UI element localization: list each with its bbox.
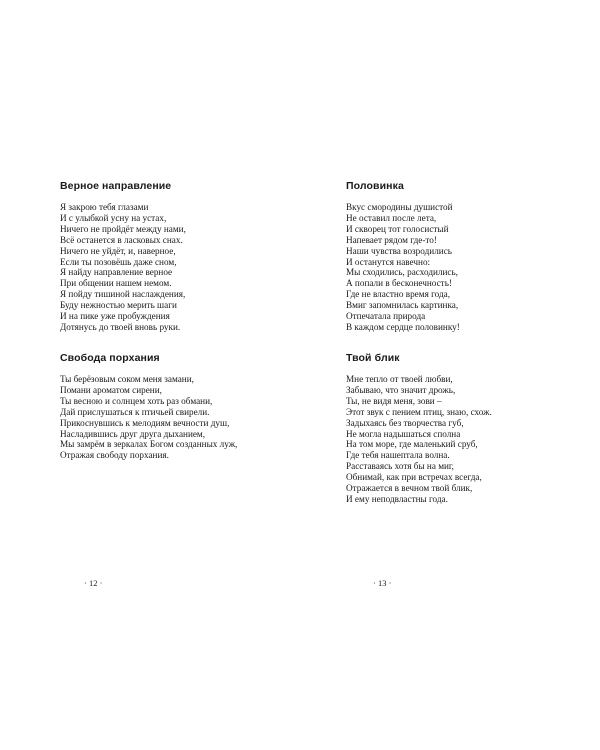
poem-line: И останутся навечно: <box>346 256 431 267</box>
poem-line: И на пике уже пробуждения <box>60 311 170 322</box>
poem-line: Ничего не пройдёт между нами, <box>60 223 186 234</box>
poem-line: Мы замрём в зеркалах Богом созданных луж, <box>60 439 238 450</box>
poem-line: Где не властно время года, <box>346 289 451 300</box>
poem-line: Насладившись друг друга дыханием, <box>60 428 206 439</box>
poem-line: На том море, где маленький сруб, <box>346 439 478 450</box>
poem-line: Если ты позовёшь даже сном, <box>60 256 177 267</box>
poem-line: Расставаясь хотя бы на миг, <box>346 461 454 472</box>
right-page <box>300 0 600 750</box>
poem-line: В каждом сердце половинку! <box>346 321 460 332</box>
poem-line: Не оставил после лета, <box>346 212 437 223</box>
poem-line: Наши чувства возродились <box>346 245 452 256</box>
poem-line: Мне тепло от твоей любви, <box>346 374 453 384</box>
poem-line: Буду нежностью мерить шаги <box>60 300 177 311</box>
poem-line: Я закрою тебя глазами <box>60 202 149 212</box>
page-number: · 13 · <box>373 578 392 588</box>
poem-title: Верное направление <box>60 180 172 192</box>
poem-line: А попали в бесконечность! <box>346 278 452 289</box>
page-number: · 12 · <box>84 578 103 588</box>
poem-line: Этот звук с пением птиц, знаю, схож. <box>346 406 492 417</box>
poem-title: Свобода порхания <box>60 352 160 364</box>
poem-lines <box>346 374 492 505</box>
poem-line: Мы сходились, расходились, <box>346 267 458 278</box>
poem-line: Отражается в вечном твой блик, <box>346 483 473 494</box>
poem-line: Задыхаясь без творчества губ, <box>346 417 464 428</box>
poem-line: Отражая свободу порхания. <box>60 450 169 461</box>
poem-title: Твой блик <box>346 352 400 364</box>
poem-line: Где тебя нашептала волна. <box>346 450 450 461</box>
poem-line: Ты, не видя меня, зови – <box>346 395 442 406</box>
poem-line: Ты весною и солнцем хоть раз обмани, <box>60 395 213 406</box>
poem-line: Напевает рядом где-то! <box>346 234 437 245</box>
poem-line: И с улыбкой усну на устах, <box>60 212 167 223</box>
poem-line: Обнимай, как при встречах всегда, <box>346 472 482 483</box>
poem-line: При общении нашем немом. <box>60 278 172 289</box>
poem-line: Ты берёзовым соком меня замани, <box>60 374 194 384</box>
poem-line: Дай прислушаться к птичьей свирели. <box>60 406 210 417</box>
poem-line: Я пойду тишиной наслаждения, <box>60 289 186 300</box>
poem-verniy-napravlenie <box>60 180 186 333</box>
poem-line: Прикоснувшись к мелодиям вечности душ, <box>60 417 230 428</box>
poem-line: Всё останется в ласковых снах. <box>60 234 183 245</box>
poem-line: Забываю, что значит дрожь, <box>346 384 456 395</box>
poem-line: Вмиг запомнилась картинка, <box>346 300 459 311</box>
poem-line: И ему неподвластны года. <box>346 493 448 504</box>
poem-lines <box>346 202 460 333</box>
poem-svoboda-porkhaniya <box>60 352 237 461</box>
poem-line: Отпечатала природа <box>346 311 426 322</box>
poem-line: Дотянусь до твоей вновь руки. <box>60 321 181 332</box>
poem-lines <box>60 374 237 461</box>
poem-line: Не могла надышаться сполна <box>346 428 461 439</box>
poem-line: Вкус смородины душистой <box>346 202 453 212</box>
poem-lines <box>60 202 186 333</box>
poem-polovinka <box>346 180 460 333</box>
poem-title: Половинка <box>346 180 404 192</box>
poem-line: Я найду направление верное <box>60 267 173 278</box>
poem-line: Помани ароматом сирени, <box>60 384 162 395</box>
poem-line: И скворец тот голосистый <box>346 223 449 234</box>
poem-tvoy-blik <box>346 352 492 505</box>
poem-line: Ничего не уйдёт, и, наверное, <box>60 245 176 256</box>
